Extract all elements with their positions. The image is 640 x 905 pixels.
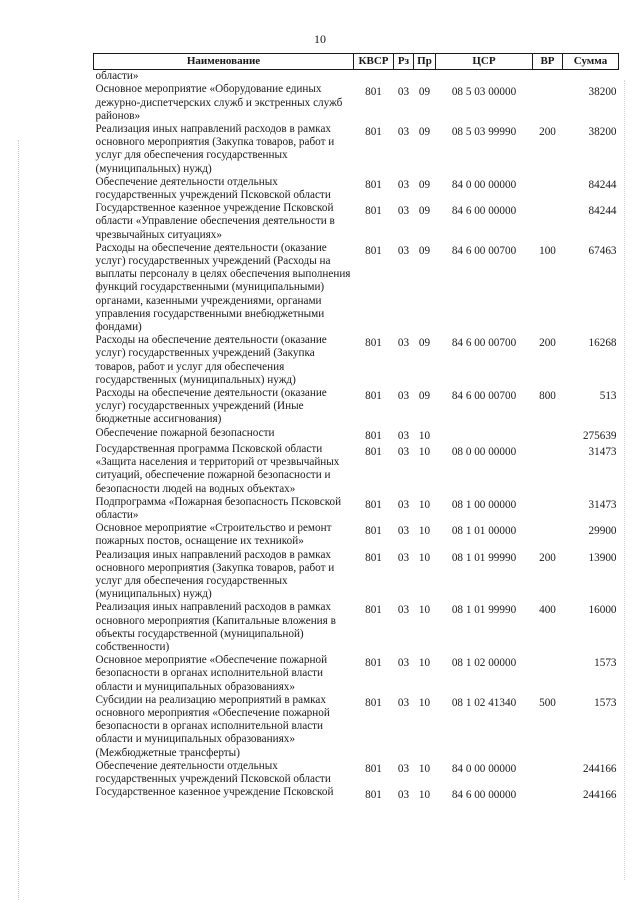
row-vr: 200 [539, 337, 556, 350]
row-vr [533, 654, 563, 694]
row-sum: 38200 [588, 126, 617, 139]
row-sum: 67463 [588, 244, 617, 257]
row-name: Основное мероприятие «Обеспечение пожарной безопасности в органах исполнительной власти области и муниципальных образованиях» [95, 654, 328, 693]
table-body [94, 70, 619, 803]
row-sum: 16268 [588, 337, 617, 350]
header-vr: ВР [533, 54, 563, 70]
row-sum: 513 [599, 390, 617, 403]
row-sum: 31473 [588, 498, 617, 511]
row-vr [533, 496, 563, 522]
row-rz [394, 70, 414, 84]
row-kvsr: 801 [365, 178, 382, 191]
header-rz: Рз [394, 54, 414, 70]
row-sum: 244166 [582, 762, 617, 775]
row-kvsr [354, 70, 394, 84]
row-kvsr: 801 [365, 696, 382, 709]
row-name: Основное мероприятие «Оборудование единых дежурно-диспетчерских служб и экстренных служб районов» [95, 83, 343, 122]
row-sum: 275639 [582, 429, 617, 442]
row-sum: 31473 [588, 445, 617, 458]
row-kvsr: 801 [365, 205, 382, 218]
row-csr: 08 1 00 00000 [451, 498, 517, 511]
row-name: Реализация иных направлений расходов в рамках основного мероприятия (Закупка товаров, работ и услуг для обеспечения государственных (муниципальных) нужд) [95, 548, 335, 601]
row-name: Подпрограмма «Пожарная безопасность Псковской области» [95, 495, 342, 521]
table-row [94, 334, 619, 387]
row-kvsr: 801 [365, 244, 382, 257]
row-sum: 84244 [588, 205, 617, 218]
row-pr: 09 [418, 390, 431, 403]
row-rz: 03 [397, 178, 410, 191]
table-row [94, 496, 619, 522]
table-row [94, 387, 619, 427]
row-vr [533, 83, 563, 123]
row-csr: 08 5 03 99990 [451, 126, 517, 139]
row-name: Реализация иных направлений расходов в рамках основного мероприятия (Капитальные вложения в объекты государственной (муниципальной) собственности) [95, 601, 336, 653]
row-rz: 03 [397, 551, 410, 564]
row-csr: 84 0 00 00000 [451, 762, 517, 775]
row-rz: 03 [397, 429, 410, 442]
row-csr [436, 70, 533, 84]
row-name: Субсидии на реализацию мероприятий в рамках основного мероприятия «Обеспечение пожарной безопасности в органах исполнительной власти области и муниципальных образованиях» (Межбюджетные трансферты) [95, 693, 330, 759]
row-name: Обеспечение деятельности отдельных государственных учреждений Псковской области [95, 175, 331, 202]
table-header-row [94, 54, 619, 70]
row-rz: 03 [397, 86, 410, 99]
header-name: Наименование [94, 54, 354, 70]
row-pr: 10 [418, 789, 431, 802]
row-kvsr: 801 [365, 429, 382, 442]
row-sum: 1573 [594, 696, 617, 709]
row-name: Расходы на обеспечение деятельности (оказание услуг) государственных учреждений (Расходы на выплаты персоналу в целях обеспечения выполнения функций государственными (муниципальными) органами, казенными учреждениями, органами управления государственными внебюджетными фондами) [95, 241, 351, 334]
table-row [94, 522, 619, 548]
row-name: Обеспечение деятельности отдельных государственных учреждений Псковской области [95, 759, 331, 785]
budget-table [93, 53, 619, 802]
row-vr [533, 443, 563, 496]
row-pr: 10 [418, 551, 431, 564]
row-pr: 09 [418, 178, 431, 191]
scan-edge-right [624, 80, 626, 880]
row-kvsr: 801 [365, 525, 382, 538]
table-row [94, 601, 619, 654]
row-pr: 09 [418, 205, 431, 218]
row-kvsr: 801 [365, 86, 382, 99]
row-csr: 08 0 00 00000 [451, 445, 517, 458]
row-kvsr: 801 [365, 789, 382, 802]
row-rz: 03 [397, 498, 410, 511]
row-csr: 08 1 01 99990 [451, 604, 517, 617]
row-kvsr: 801 [365, 604, 382, 617]
row-name: Государственное казенное учреждение Псковской области «Управление обеспечения деятельности в чрезвычайных ситуациях» [95, 202, 335, 241]
row-rz: 03 [397, 657, 410, 670]
row-csr [436, 427, 533, 443]
row-rz: 03 [397, 390, 410, 403]
row-csr: 84 6 00 00000 [451, 789, 517, 802]
table-row [94, 427, 619, 443]
row-kvsr: 801 [365, 657, 382, 670]
row-csr: 84 6 00 00700 [451, 244, 517, 257]
row-rz: 03 [397, 525, 410, 538]
row-vr: 800 [539, 390, 556, 403]
row-name: Расходы на обеспечение деятельности (оказание услуг) государственных учреждений (Закупка товаров, работ и услуг для обеспечения государственных (муниципальных) нужд) [95, 334, 327, 386]
row-name: Реализация иных направлений расходов в рамках основного мероприятия (Закупка товаров, работ и услуг для обеспечения государственных (муниципальных) нужд) [95, 123, 335, 175]
row-name: Государственная программа Псковской области «Защита населения и территорий от чрезвычайных ситуаций, обеспечение пожарной безопасности и безопасности людей на водных объектах» [95, 442, 340, 495]
header-kvsr: КВСР [354, 54, 394, 70]
row-vr [533, 786, 563, 802]
row-name: Обеспечение пожарной безопасности [95, 426, 275, 439]
table-row [94, 123, 619, 176]
row-vr [533, 427, 563, 443]
table-row [94, 549, 619, 602]
row-csr: 84 6 00 00700 [451, 337, 517, 350]
header-sum: Сумма [563, 54, 619, 70]
row-rz: 03 [397, 126, 410, 139]
row-kvsr: 801 [365, 445, 382, 458]
scan-edge-left [18, 140, 20, 900]
row-pr: 09 [418, 126, 431, 139]
row-pr [414, 70, 436, 84]
row-rz: 03 [397, 445, 410, 458]
row-vr: 100 [539, 244, 556, 257]
row-name: Основное мероприятие «Строительство и ремонт пожарных постов, оснащение их техникой» [95, 522, 332, 548]
table-row [94, 443, 619, 496]
row-pr: 10 [418, 696, 431, 709]
header-csr: ЦСР [436, 54, 533, 70]
row-name: Государственное казенное учреждение Псковской [95, 786, 334, 799]
row-rz: 03 [397, 244, 410, 257]
row-pr: 09 [418, 244, 431, 257]
row-csr: 08 1 02 00000 [451, 657, 517, 670]
row-pr: 10 [418, 762, 431, 775]
row-pr: 10 [418, 604, 431, 617]
row-sum: 38200 [588, 86, 617, 99]
row-csr: 84 6 00 00700 [451, 390, 517, 403]
row-rz: 03 [397, 789, 410, 802]
row-name: Расходы на обеспечение деятельности (оказание услуг) государственных учреждений (Иные бюджетные ассигнования) [95, 387, 327, 426]
row-csr: 08 1 01 99990 [451, 551, 517, 564]
table-row [94, 654, 619, 694]
header-pr: Пр [414, 54, 436, 70]
row-sum: 1573 [594, 657, 617, 670]
row-csr: 08 5 03 00000 [451, 86, 517, 99]
table-row [94, 694, 619, 760]
table-row [94, 242, 619, 334]
row-pr: 10 [418, 525, 431, 538]
row-vr [533, 522, 563, 548]
row-csr: 84 6 00 00000 [451, 205, 517, 218]
row-pr: 10 [418, 445, 431, 458]
row-vr [533, 176, 563, 202]
page-number: 10 [314, 32, 326, 46]
row-vr: 500 [539, 696, 556, 709]
row-rz: 03 [397, 762, 410, 775]
row-vr [533, 760, 563, 786]
row-sum: 29900 [588, 525, 617, 538]
row-kvsr: 801 [365, 337, 382, 350]
row-pr: 09 [418, 86, 431, 99]
row-name: области» [95, 70, 139, 83]
row-kvsr: 801 [365, 390, 382, 403]
table-row [94, 83, 619, 123]
row-rz: 03 [397, 604, 410, 617]
row-sum: 16000 [588, 604, 617, 617]
row-vr: 200 [539, 126, 556, 139]
row-sum: 84244 [588, 178, 617, 191]
row-sum: 13900 [588, 551, 617, 564]
table-row [94, 176, 619, 202]
row-pr: 09 [418, 337, 431, 350]
row-vr [533, 202, 563, 242]
row-rz: 03 [397, 696, 410, 709]
row-kvsr: 801 [365, 551, 382, 564]
table-row [94, 202, 619, 242]
row-vr: 400 [539, 604, 556, 617]
row-pr: 10 [418, 429, 431, 442]
row-rz: 03 [397, 337, 410, 350]
row-pr: 10 [418, 498, 431, 511]
row-csr: 08 1 01 00000 [451, 525, 517, 538]
row-vr [533, 70, 563, 84]
row-kvsr: 801 [365, 498, 382, 511]
row-sum [563, 70, 619, 84]
row-vr: 200 [539, 551, 556, 564]
table-row [94, 760, 619, 786]
table-row [94, 70, 619, 84]
row-pr: 10 [418, 657, 431, 670]
row-csr: 84 0 00 00000 [451, 178, 517, 191]
table-row [94, 786, 619, 802]
row-csr: 08 1 02 41340 [451, 696, 517, 709]
row-sum: 244166 [582, 789, 617, 802]
row-rz: 03 [397, 205, 410, 218]
row-kvsr: 801 [365, 762, 382, 775]
row-kvsr: 801 [365, 126, 382, 139]
